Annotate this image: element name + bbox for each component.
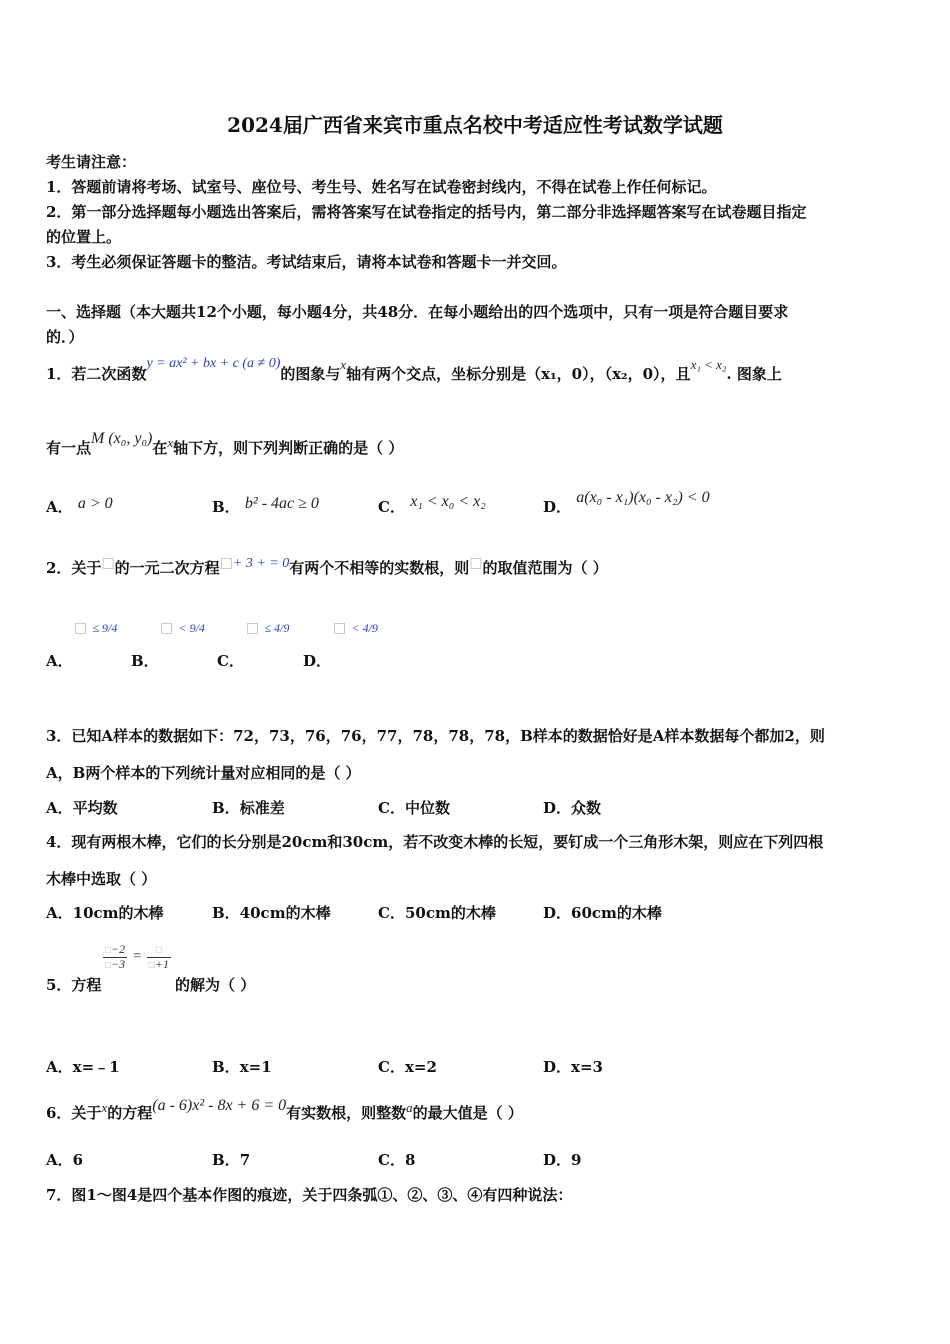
q2-equation: + 3 + = 0 [232, 556, 290, 571]
missing-glyph-icon: □ [469, 555, 483, 571]
q1-condition: x₁ < x₂ [690, 357, 727, 372]
notice-item-3: 3．考生必须保证答题卡的整洁。考试结束后，请将本试卷和答题卡一并交回。 [46, 253, 567, 271]
question-4-line-2: 木棒中选取（ ） [46, 870, 157, 888]
option-text: 众数 [571, 799, 602, 817]
option-label: A． [46, 1151, 73, 1169]
option-label: B． [212, 1151, 240, 1169]
q3-option-d[interactable] [543, 798, 601, 818]
missing-glyph-icon: □ [333, 620, 347, 636]
option-expr: < 4/9 [351, 621, 378, 635]
notice-heading: 考生请注意： [46, 153, 137, 171]
option-label: A． [46, 498, 73, 516]
q5-lhs-num: −2 [111, 942, 126, 956]
option-expr: x₁ < x₀ < x₂ [410, 493, 486, 510]
q6-option-a[interactable] [46, 1150, 83, 1170]
missing-glyph-icon: □ [105, 960, 112, 971]
q1-option-c[interactable] [378, 493, 486, 518]
q3-option-a[interactable] [46, 798, 118, 818]
q5-option-a[interactable] [46, 1057, 120, 1077]
notice-item-2: 2．第一部分选择题每小题选出答案后，需将答案写在试卷指定的括号内，第二部分非选择题答案写在试卷题目指定 [46, 203, 807, 221]
option-text: 平均数 [72, 799, 118, 817]
option-label: B． [212, 904, 240, 922]
question-3-line-1: 3．已知A样本的数据如下：72，73，76，76，77，78，78，78，B样本的数据恰好是A样本数据每个都加2，则 [46, 727, 825, 745]
option-label: C． [378, 498, 405, 516]
option-label: C． [378, 1058, 405, 1076]
q2-mid1: 的一元二次方程 [114, 559, 220, 577]
q6-prefix: 6．关于 [46, 1104, 102, 1122]
q2-option-c[interactable]: C． [217, 652, 244, 670]
q2-option-d-formula [333, 617, 378, 638]
option-text: x=1 [239, 1058, 272, 1076]
q6-end: 的最大值是（ ） [412, 1104, 523, 1122]
q1-line2-mid: 在 [152, 439, 168, 457]
option-text: 9 [571, 1151, 582, 1169]
q1-point-m: M (x₀, y₀) [91, 430, 153, 447]
missing-glyph-icon: □ [148, 960, 155, 971]
question-7-line-1: 7．图1～图4是四个基本作图的痕迹，关于四条弧①、②、③、④有四种说法： [46, 1186, 573, 1204]
q1-x-var-2: x [167, 435, 174, 450]
q6-x-var: x [101, 1100, 108, 1115]
question-1-line-2 [46, 430, 404, 459]
q5-rhs-fraction [147, 943, 171, 972]
option-label: B． [212, 1058, 240, 1076]
question-5-prefix: 5．方程 [46, 976, 102, 994]
missing-glyph-icon: □ [246, 620, 260, 636]
option-text: 8 [404, 1151, 416, 1169]
missing-glyph-icon: □ [219, 555, 233, 571]
missing-glyph-icon: □ [155, 945, 162, 956]
option-text: x=﹣1 [72, 1058, 120, 1076]
option-text: 标准差 [239, 799, 285, 817]
option-text: 中位数 [404, 799, 450, 817]
option-text: 50cm的木棒 [404, 904, 496, 922]
option-expr: < 9/4 [178, 621, 205, 635]
q2-option-b[interactable]: B． [131, 652, 159, 670]
q1-option-d[interactable] [543, 489, 710, 518]
question-4-line-1: 4．现有两根木棒，它们的长分别是20cm和30cm，若不改变木棒的长短，要钉成一个三角形木架，则应在下列四根 [46, 833, 824, 851]
option-label: A． [46, 1058, 73, 1076]
q4-option-b[interactable] [212, 903, 331, 923]
q4-option-a[interactable] [46, 903, 164, 923]
question-2-line-1 [46, 555, 608, 580]
q2-option-c-formula [246, 617, 289, 638]
q5-rhs-den: +1 [154, 957, 169, 971]
q3-option-c[interactable] [378, 798, 450, 818]
question-1-line-1 [46, 356, 782, 386]
option-label: C． [378, 799, 405, 817]
option-label: D． [543, 904, 572, 922]
q2-option-b-formula [160, 617, 205, 638]
q1-x-var: x [340, 357, 347, 372]
q5-option-b[interactable] [212, 1057, 272, 1077]
q5-lhs-fraction [103, 943, 127, 972]
option-text: 40cm的木棒 [239, 904, 331, 922]
option-text: 60cm的木棒 [571, 904, 662, 922]
option-label: A． [46, 799, 73, 817]
q6-option-d[interactable] [543, 1150, 581, 1170]
option-expr: ≤ 9/4 [92, 621, 118, 635]
q5-equation [103, 943, 171, 973]
page-title: 2024届广西省来宾市重点名校中考适应性考试数学试题 [227, 113, 723, 137]
q1-function-formula: y = ax² + bx + c (a ≠ 0) [146, 356, 281, 371]
q3-option-b[interactable] [212, 798, 285, 818]
q2-option-a-formula [74, 617, 117, 638]
option-expr: ≤ 4/9 [264, 621, 290, 635]
q1-line2-prefix: 有一点 [46, 439, 92, 457]
section-heading: 一、选择题（本大题共12个小题，每小题4分，共48分．在每小题给出的四个选项中，只有一项是符合题目要求 [46, 303, 789, 321]
q1-prefix: 1．若二次函数 [46, 365, 147, 383]
option-label: C． [378, 904, 405, 922]
equals-sign: = [132, 949, 142, 964]
q5-option-d[interactable] [543, 1057, 603, 1077]
option-text: 6 [72, 1151, 84, 1169]
q6-mid1: 的方程 [107, 1104, 153, 1122]
question-6-line-1 [46, 1097, 523, 1124]
section-heading-cont: 的．） [46, 328, 84, 346]
q6-option-b[interactable] [212, 1150, 250, 1170]
q1-end: . 图象上 [726, 365, 782, 383]
q1-mid2: 轴有两个交点，坐标分别是（x₁，0），（x₂，0），且 [346, 365, 691, 383]
option-label: D． [543, 1058, 572, 1076]
q1-option-b[interactable] [212, 497, 319, 518]
option-text: x=2 [404, 1058, 437, 1076]
q1-line2-end: 轴下方，则下列判断正确的是（ ） [173, 439, 404, 457]
missing-glyph-icon: □ [160, 620, 174, 636]
option-label: D． [543, 1151, 572, 1169]
option-text: 10cm的木棒 [72, 904, 164, 922]
notice-item-2-cont: 的位置上。 [46, 228, 122, 246]
q2-option-a[interactable]: A． [46, 652, 73, 670]
q1-mid1: 的图象与 [280, 365, 341, 383]
q4-option-c[interactable] [378, 903, 496, 923]
option-expr: b² - 4ac ≥ 0 [244, 495, 319, 512]
q2-end: 的取值范围为（ ） [482, 559, 608, 577]
q2-prefix: 2．关于 [46, 559, 102, 577]
option-text: x=3 [571, 1058, 603, 1076]
option-label: B． [212, 799, 240, 817]
option-label: A． [46, 904, 73, 922]
option-expr: a > 0 [77, 495, 113, 512]
option-label: D． [543, 498, 572, 516]
option-expr: a(x₀ - x₁)(x₀ - x₂) < 0 [576, 489, 710, 506]
question-5-end: 的解为（ ） [175, 976, 256, 994]
q1-option-a[interactable] [46, 497, 113, 518]
q5-lhs-den: −3 [111, 957, 126, 971]
q6-option-c[interactable] [378, 1150, 415, 1170]
q6-a-var: a [406, 1100, 413, 1115]
q2-mid2: 有两个不相等的实数根，则 [289, 559, 470, 577]
notice-item-1: 1．答题前请将考场、试室号、座位号、考生号、姓名写在试卷密封线内，不得在试卷上作任何标记。 [46, 178, 717, 196]
q6-equation: (a - 6)x² - 8x + 6 = 0 [152, 1097, 287, 1114]
option-text: 7 [239, 1151, 251, 1169]
q5-option-c[interactable] [378, 1057, 437, 1077]
option-label: B． [212, 498, 240, 516]
missing-glyph-icon: □ [105, 945, 112, 956]
question-3-line-2: A，B两个样本的下列统计量对应相同的是（ ） [46, 764, 361, 782]
option-label: C． [378, 1151, 405, 1169]
q2-option-d[interactable]: D． [303, 652, 332, 670]
q6-mid2: 有实数根，则整数 [286, 1104, 407, 1122]
missing-glyph-icon: □ [74, 620, 88, 636]
option-label: D． [543, 799, 572, 817]
q4-option-d[interactable] [543, 903, 662, 923]
missing-glyph-icon: □ [101, 555, 115, 571]
